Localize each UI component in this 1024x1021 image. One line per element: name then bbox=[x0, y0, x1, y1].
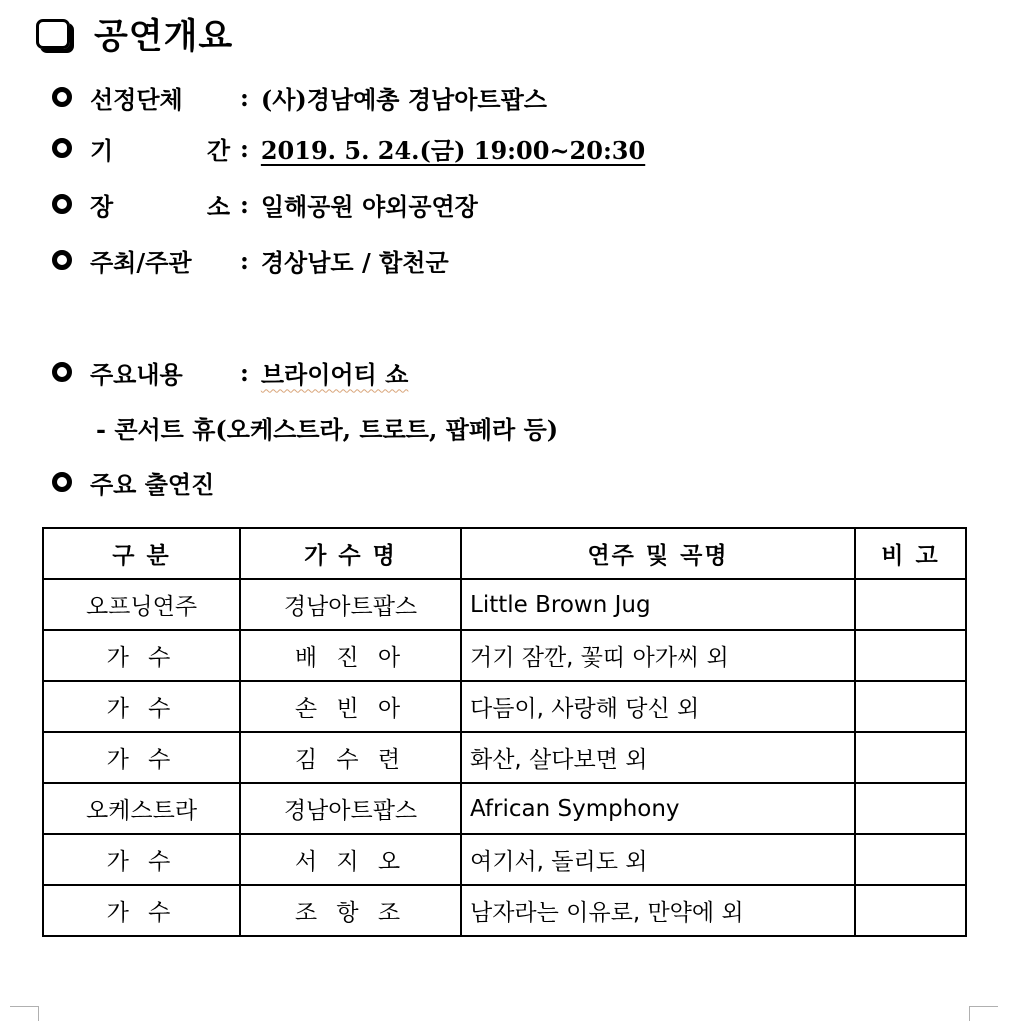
cell-name: 김 수 련 bbox=[240, 732, 461, 783]
venue-row bbox=[52, 184, 478, 224]
table-row bbox=[43, 834, 966, 885]
circle-bullet-icon bbox=[52, 138, 72, 158]
header-songs: 연주 및 곡명 bbox=[461, 528, 855, 579]
cell-type: 오케스트라 bbox=[43, 783, 240, 834]
content-label: 주요내용 bbox=[90, 359, 183, 389]
cell-type: 오프닝연주 bbox=[43, 579, 240, 630]
cell-type: 가 수 bbox=[43, 681, 240, 732]
venue-label-b: 소 bbox=[206, 191, 230, 221]
cast-table bbox=[42, 527, 967, 937]
table-row bbox=[43, 732, 966, 783]
org-label: 선정단체 bbox=[90, 84, 183, 114]
period-label-b: 간 bbox=[206, 135, 230, 165]
cell-note bbox=[855, 732, 966, 783]
cell-name: 서 지 오 bbox=[240, 834, 461, 885]
host-row bbox=[52, 240, 449, 280]
cell-note bbox=[855, 630, 966, 681]
page-corner-mark-left bbox=[10, 1006, 39, 1021]
table-row bbox=[43, 579, 966, 630]
table-row bbox=[43, 783, 966, 834]
cell-name: 손 빈 아 bbox=[240, 681, 461, 732]
colon: : bbox=[240, 133, 249, 163]
period-value: 2019. 5. 24.(금) 19:00~20:30 bbox=[260, 135, 646, 165]
host-value: 경상남도 / 합천군 bbox=[260, 247, 449, 277]
cell-note bbox=[855, 783, 966, 834]
header-name: 가 수 명 bbox=[240, 528, 461, 579]
header-note: 비 고 bbox=[855, 528, 966, 579]
table-row bbox=[43, 681, 966, 732]
page-corner-mark-right bbox=[969, 1006, 998, 1021]
content-row bbox=[52, 352, 408, 392]
cell-name: 조 항 조 bbox=[240, 885, 461, 936]
cell-name: 경남아트팝스 bbox=[240, 783, 461, 834]
cell-type: 가 수 bbox=[43, 885, 240, 936]
org-row bbox=[52, 77, 547, 117]
cell-name: 경남아트팝스 bbox=[240, 579, 461, 630]
colon: : bbox=[240, 189, 249, 219]
cell-songs: 다듬이, 사랑해 당신 외 bbox=[461, 681, 855, 732]
cast-row bbox=[52, 462, 214, 502]
cell-note bbox=[855, 579, 966, 630]
period-row bbox=[52, 128, 645, 168]
cell-type: 가 수 bbox=[43, 630, 240, 681]
header-type: 구 분 bbox=[43, 528, 240, 579]
venue-label-a: 장 bbox=[90, 191, 114, 221]
content-value: 브라이어티 쇼 bbox=[260, 359, 409, 389]
colon: : bbox=[240, 82, 249, 112]
content-sub: - 콘서트 휴(오케스트라, 트로트, 팝페라 등) bbox=[96, 414, 559, 444]
cell-type: 가 수 bbox=[43, 732, 240, 783]
cell-songs: African Symphony bbox=[461, 783, 855, 834]
cast-label: 주요 출연진 bbox=[90, 469, 215, 499]
cell-note bbox=[855, 681, 966, 732]
colon: : bbox=[240, 245, 249, 275]
org-value: (사)경남예총 경남아트팝스 bbox=[260, 84, 547, 114]
table-header-row bbox=[43, 528, 966, 579]
checkbox-square-icon bbox=[36, 19, 70, 49]
table-row bbox=[43, 630, 966, 681]
cell-songs: 거기 잠깐, 꽃띠 아가씨 외 bbox=[461, 630, 855, 681]
cell-songs: 남자라는 이유로, 만약에 외 bbox=[461, 885, 855, 936]
cell-songs: 화산, 살다보면 외 bbox=[461, 732, 855, 783]
period-label-a: 기 bbox=[90, 135, 114, 165]
cell-note bbox=[855, 834, 966, 885]
cell-songs: 여기서, 돌리도 외 bbox=[461, 834, 855, 885]
circle-bullet-icon bbox=[52, 194, 72, 214]
circle-bullet-icon bbox=[52, 472, 72, 492]
table-row bbox=[43, 885, 966, 936]
page-title: 공연개요 bbox=[94, 17, 234, 57]
circle-bullet-icon bbox=[52, 250, 72, 270]
circle-bullet-icon bbox=[52, 362, 72, 382]
colon: : bbox=[240, 357, 249, 387]
cell-type: 가 수 bbox=[43, 834, 240, 885]
cell-note bbox=[855, 885, 966, 936]
cell-songs: Little Brown Jug bbox=[461, 579, 855, 630]
venue-value: 일해공원 야외공연장 bbox=[260, 191, 478, 221]
section-title bbox=[36, 10, 233, 58]
circle-bullet-icon bbox=[52, 87, 72, 107]
cell-name: 배 진 아 bbox=[240, 630, 461, 681]
period-label bbox=[90, 131, 230, 166]
host-label: 주최/주관 bbox=[90, 247, 192, 277]
venue-label bbox=[90, 187, 230, 222]
